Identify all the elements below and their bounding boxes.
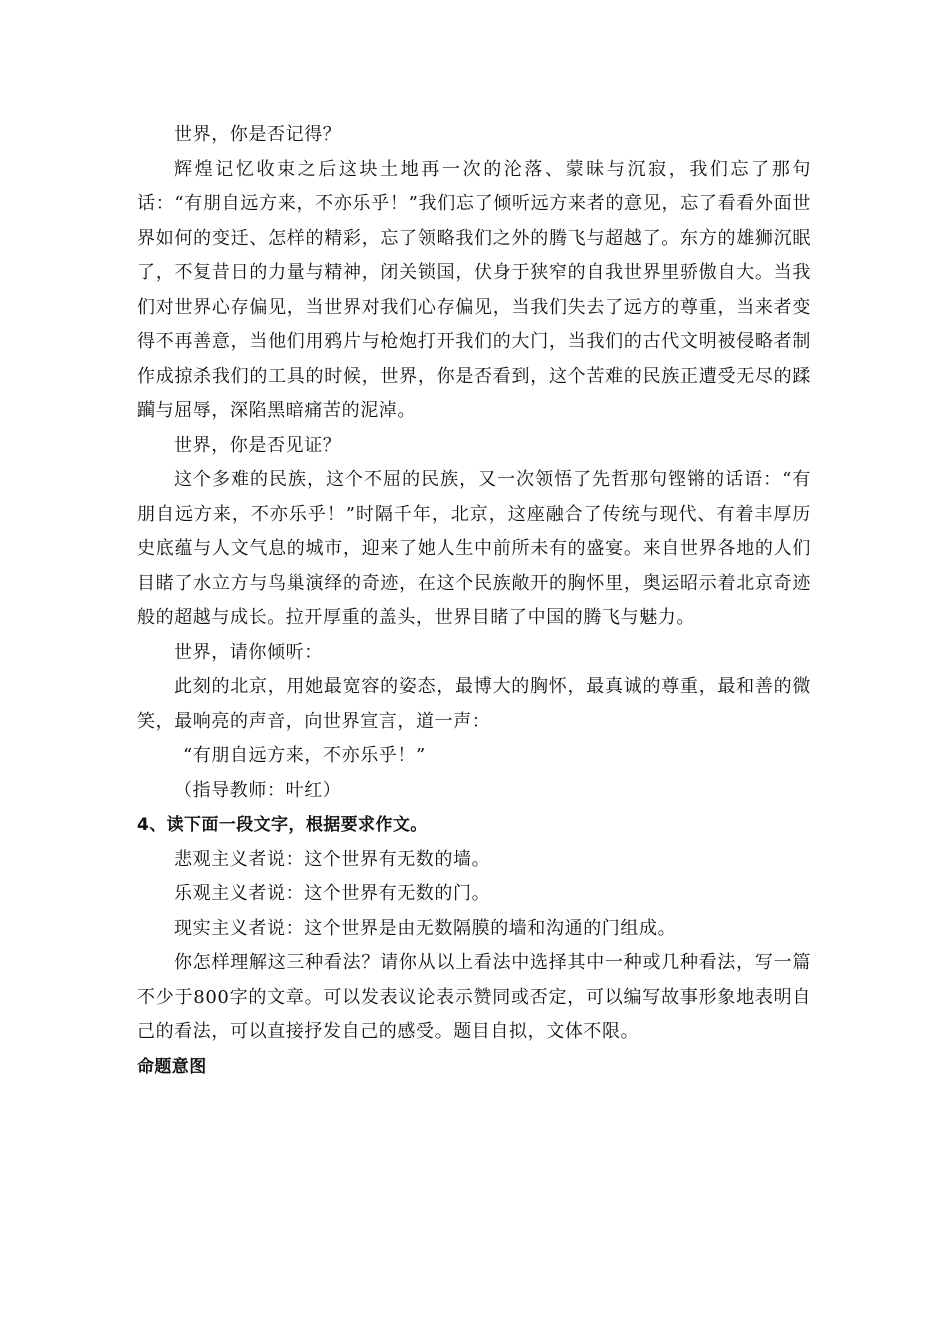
document-page	[137, 118, 811, 1084]
essay-paragraph-4: 这个多难的民族，这个不屈的民族，又一次领悟了先哲那句铿锵的话语：“有朋自远方来，不亦乐乎！”时隔千年，北京，这座融合了传统与现代、有着丰厚历史底蕴与人文气息的城市，迎来了她人生中前所未有的盛宴。来自世界各地的人们目睹了水立方与鸟巢演绎的奇迹，在这个民族敞开的胸怀里，奥运昭示着北京奇迹般的超越与成长。拉开厚重的盖头，世界目睹了中国的腾飞与魅力。	[137, 469, 811, 628]
essay-paragraph-1: 世界，你是否记得？	[174, 124, 342, 145]
essay-quote-line: “有朋自远方来，不亦乐乎！”	[183, 745, 426, 766]
section-heading: 命题意图	[137, 1056, 207, 1077]
question-paragraph-4: 你怎样理解这三种看法？请你从以上看法中选择其中一种或几种看法，写一篇不少于800字的文章。可以发表议论表示赞同或否定，可以编写故事形象地表明自己的看法，可以直接抒发自己的感受。题目自拟，文体不限。	[137, 952, 811, 1042]
instructor-credit: （指导教师：叶红）	[174, 779, 342, 801]
essay-paragraph-5: 世界，请你倾听：	[174, 641, 323, 663]
question-paragraph-3: 现实主义者说：这个世界是由无数隔膜的墙和沟通的门组成。	[174, 917, 677, 939]
essay-paragraph-3: 世界，你是否见证？	[174, 434, 342, 456]
essay-paragraph-2: 辉煌记忆收束之后这块土地再一次的沦落、蒙昧与沉寂，我们忘了那句话：“有朋自远方来，不亦乐乎！”我们忘了倾听远方来者的意见，忘了看看外面世界如何的变迁、怎样的精彩，忘了领略我们之外的腾飞与超越了。东方的雄狮沉眠了，不复昔日的力量与精神，闭关锁国，伏身于狭窄的自我世界里骄傲自大。当我们对世界心存偏见，当世界对我们心存偏见，当我们失去了远方的尊重，当来者变得不再善意，当他们用鸦片与枪炮打开我们的大门，当我们的古代文明被侵略者制作成掠杀我们的工具的时候，世界，你是否看到，这个苦难的民族正遭受无尽的蹂躏与屈辱，深陷黑暗痛苦的泥淖。	[137, 158, 811, 421]
essay-paragraph-6: 此刻的北京，用她最宽容的姿态，最博大的胸怀，最真诚的尊重，最和善的微笑，最响亮的声音，向世界宣言，道一声：	[137, 676, 811, 732]
question-paragraph-2: 乐观主义者说：这个世界有无数的门。	[174, 883, 491, 904]
question-paragraph-1: 悲观主义者说：这个世界有无数的墙。	[174, 848, 491, 870]
question-heading: 4、读下面一段文字，根据要求作文。	[137, 815, 428, 835]
